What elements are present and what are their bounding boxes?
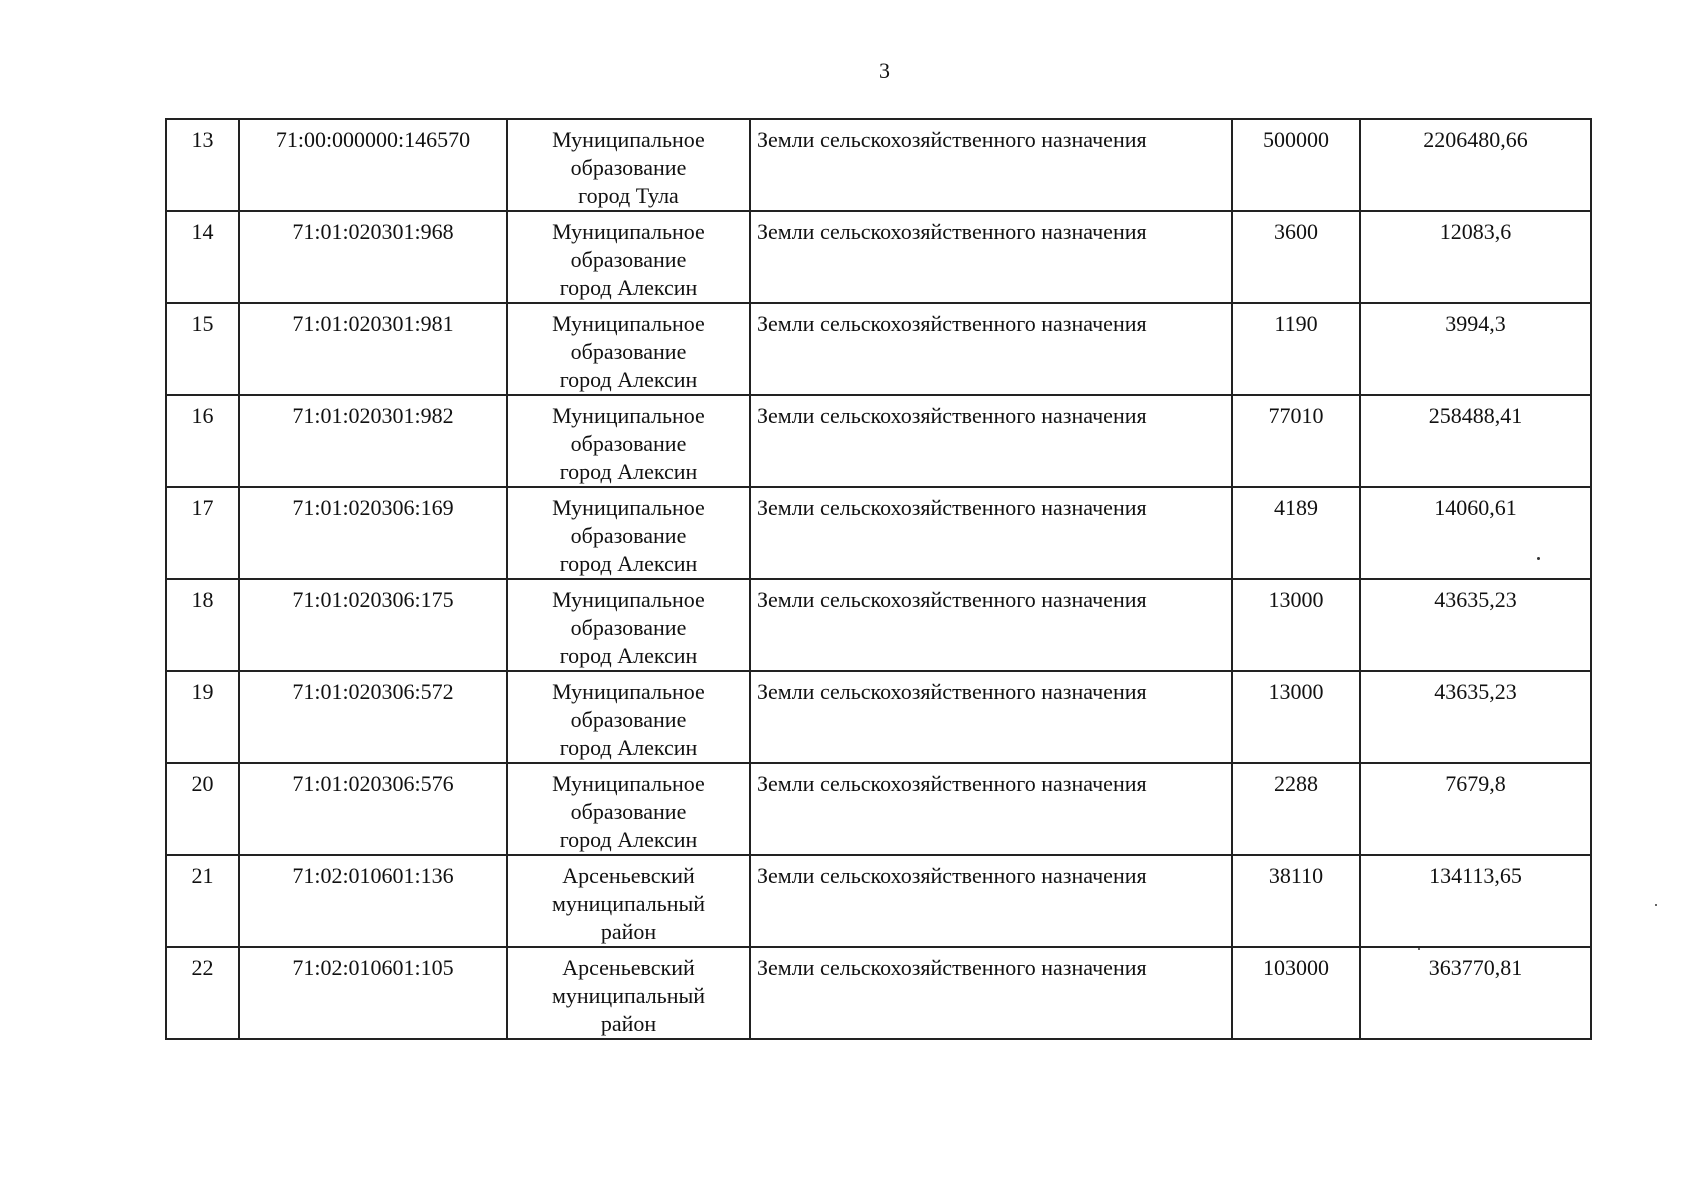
owner-line: город Алексин: [559, 643, 698, 668]
land-category-cell: Земли сельскохозяйственного назначения: [750, 395, 1232, 487]
owner-line: Муниципальное: [552, 127, 705, 152]
owner-line: город Алексин: [559, 735, 698, 760]
land-category-cell: Земли сельскохозяйственного назначения: [750, 855, 1232, 947]
owner-line: образование: [570, 247, 687, 272]
owner-line: Муниципальное: [552, 311, 705, 336]
page-number: 3: [879, 58, 890, 83]
owner-line: город Алексин: [559, 827, 698, 852]
cadastral-value-cell: 12083,6: [1360, 211, 1591, 303]
cadastral-value-cell: 3994,3: [1360, 303, 1591, 395]
table-row: [166, 579, 1591, 671]
cadastral-number-cell: 71:01:020306:576: [239, 763, 507, 855]
owner-line: город Алексин: [559, 459, 698, 484]
cadastral-number-cell: 71:02:010601:105: [239, 947, 507, 1039]
row-number-cell: 15: [166, 303, 239, 395]
owner-line: образование: [570, 799, 687, 824]
row-number-cell: 14: [166, 211, 239, 303]
owner-line: город Тула: [578, 183, 679, 208]
owner-cell: [507, 119, 750, 211]
owner-line: муниципальный: [551, 891, 706, 916]
row-number-cell: 18: [166, 579, 239, 671]
table-row: [166, 947, 1591, 1039]
owner-line: образование: [570, 431, 687, 456]
owner-line: Муниципальное: [552, 219, 705, 244]
table-body: [166, 119, 1591, 1039]
cadastral-number-cell: 71:00:000000:146570: [239, 119, 507, 211]
owner-line: Муниципальное: [552, 495, 705, 520]
owner-cell: [507, 303, 750, 395]
land-plots-table: [165, 118, 1592, 1040]
row-number-cell: 21: [166, 855, 239, 947]
cadastral-value-cell: 2206480,66: [1360, 119, 1591, 211]
land-category-cell: Земли сельскохозяйственного назначения: [750, 579, 1232, 671]
owner-line: город Алексин: [559, 367, 698, 392]
land-category-cell: Земли сельскохозяйственного назначения: [750, 763, 1232, 855]
area-cell: 4189: [1232, 487, 1360, 579]
cadastral-value-cell: 43635,23: [1360, 579, 1591, 671]
owner-line: Арсеньевский: [562, 863, 695, 888]
owner-line: образование: [570, 523, 687, 548]
land-category-cell: Земли сельскохозяйственного назначения: [750, 303, 1232, 395]
owner-line: район: [600, 919, 657, 944]
cadastral-number-cell: 71:01:020306:572: [239, 671, 507, 763]
owner-cell: [507, 763, 750, 855]
cadastral-value-cell: 7679,8: [1360, 763, 1591, 855]
cadastral-value-cell: 363770,81: [1360, 947, 1591, 1039]
area-cell: 3600: [1232, 211, 1360, 303]
cadastral-value-cell: 258488,41: [1360, 395, 1591, 487]
owner-cell: [507, 855, 750, 947]
scan-speck: [1537, 557, 1540, 560]
row-number-cell: 19: [166, 671, 239, 763]
scan-speck: [1418, 948, 1420, 950]
cadastral-number-cell: 71:01:020301:968: [239, 211, 507, 303]
cadastral-number-cell: 71:01:020306:169: [239, 487, 507, 579]
owner-line: образование: [570, 155, 687, 180]
table-row: [166, 119, 1591, 211]
owner-line: образование: [570, 707, 687, 732]
land-category-cell: Земли сельскохозяйственного назначения: [750, 119, 1232, 211]
owner-line: образование: [570, 615, 687, 640]
owner-line: город Алексин: [559, 275, 698, 300]
area-cell: 38110: [1232, 855, 1360, 947]
cadastral-number-cell: 71:02:010601:136: [239, 855, 507, 947]
area-cell: 2288: [1232, 763, 1360, 855]
owner-cell: [507, 947, 750, 1039]
row-number-cell: 17: [166, 487, 239, 579]
row-number-cell: 16: [166, 395, 239, 487]
owner-line: район: [600, 1011, 657, 1036]
area-cell: 77010: [1232, 395, 1360, 487]
land-category-cell: Земли сельскохозяйственного назначения: [750, 671, 1232, 763]
cadastral-number-cell: 71:01:020301:981: [239, 303, 507, 395]
row-number-cell: 13: [166, 119, 239, 211]
owner-line: Муниципальное: [552, 679, 705, 704]
table-row: [166, 487, 1591, 579]
cadastral-value-cell: 43635,23: [1360, 671, 1591, 763]
cadastral-value-cell: 134113,65: [1360, 855, 1591, 947]
cadastral-number-cell: 71:01:020306:175: [239, 579, 507, 671]
owner-line: Муниципальное: [552, 771, 705, 796]
row-number-cell: 22: [166, 947, 239, 1039]
owner-line: Муниципальное: [552, 403, 705, 428]
table-row: [166, 303, 1591, 395]
area-cell: 103000: [1232, 947, 1360, 1039]
land-category-cell: Земли сельскохозяйственного назначения: [750, 211, 1232, 303]
owner-cell: [507, 579, 750, 671]
owner-line: Муниципальное: [552, 587, 705, 612]
area-cell: 500000: [1232, 119, 1360, 211]
table-row: [166, 395, 1591, 487]
land-category-cell: Земли сельскохозяйственного назначения: [750, 947, 1232, 1039]
area-cell: 13000: [1232, 671, 1360, 763]
land-category-cell: Земли сельскохозяйственного назначения: [750, 487, 1232, 579]
owner-cell: [507, 395, 750, 487]
table-row: [166, 855, 1591, 947]
area-cell: 13000: [1232, 579, 1360, 671]
area-cell: 1190: [1232, 303, 1360, 395]
owner-cell: [507, 487, 750, 579]
scan-speck: [1655, 904, 1657, 906]
owner-line: город Алексин: [559, 551, 698, 576]
cadastral-value-cell: 14060,61: [1360, 487, 1591, 579]
owner-cell: [507, 671, 750, 763]
owner-line: Арсеньевский: [562, 955, 695, 980]
table-row: [166, 211, 1591, 303]
table-row: [166, 671, 1591, 763]
owner-line: образование: [570, 339, 687, 364]
row-number-cell: 20: [166, 763, 239, 855]
cadastral-number-cell: 71:01:020301:982: [239, 395, 507, 487]
table-row: [166, 763, 1591, 855]
owner-line: муниципальный: [551, 983, 706, 1008]
owner-cell: [507, 211, 750, 303]
